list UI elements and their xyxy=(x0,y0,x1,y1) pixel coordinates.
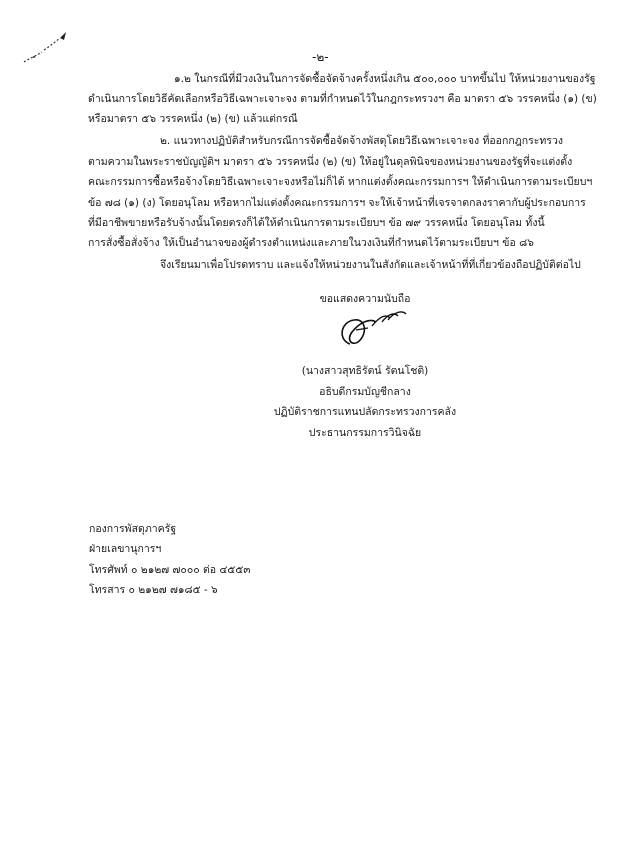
paragraph-2-line-1: ๒. แนวทางปฏิบัติสำหรับกรณีการจัดซื้อจัดจ้างพัสดุโดยวิธีเฉพาะเจาะจง ที่ออกกฎกระทรวง xyxy=(160,135,563,147)
paragraph-1-line-1: ๑.๒ ในกรณีที่มีวงเงินในการจัดซื้อจัดจ้างครั้งหนึ่งเกิน ๕๐๐,๐๐๐ บาทขึ้นไป ให้หน่วยงานของรัฐ xyxy=(174,73,596,85)
footer-division: กองการพัสดุภาครัฐ xyxy=(89,523,177,535)
footer-phone: โทรศัพท์ ๐ ๒๑๒๗ ๗๐๐๐ ต่อ ๔๕๕๓ xyxy=(89,564,251,576)
paragraph-2-line-6: การสั่งซื้อสั่งจ้าง ให้เป็นอำนาจของผู้ดำรงตำแหน่งและภายในวงเงินที่กำหนดไว้ตามระเบียบฯ ข้อ ๘๖ xyxy=(88,237,534,249)
footer-fax: โทรสาร ๐ ๒๑๒๗ ๗๑๘๕ - ๖ xyxy=(89,584,218,596)
footer-section: ฝ่ายเลขานุการฯ xyxy=(89,543,162,555)
handwritten-corner-mark xyxy=(22,28,72,70)
paragraph-2-line-3: คณะกรรมการซื้อหรือจ้างโดยวิธีเฉพาะเจาะจงหรือไม่ก็ได้ หากแต่งตั้งคณะกรรมการฯ ให้ดำเนินการตามระเบียบฯ xyxy=(88,176,593,188)
paragraph-2-line-4: ข้อ ๗๘ (๑) (ง) โดยอนุโลม หรือหากไม่แต่งตั้งคณะกรรมการฯ จะให้เจ้าหน้าที่เจรจาตกลงราคากับผู้ประกอบการ xyxy=(88,197,586,209)
signatory-title-2: ปฏิบัติราชการแทนปลัดกระทรวงการคลัง xyxy=(273,406,457,418)
paragraph-1-line-3: หรือมาตรา ๕๖ วรรคหนึ่ง (๒) (ข) แล้วแต่กรณี xyxy=(88,113,298,125)
paragraph-2-line-5: ที่มีอาชีพขายหรือรับจ้างนั้นโดยตรงก็ได้ให้ดำเนินการตามระเบียบฯ ข้อ ๗๙ วรรคหนึ่ง โดยอนุโลม ทั้งนี้ xyxy=(88,217,545,229)
signatory-title-1: อธิบดีกรมบัญชีกลาง xyxy=(319,386,411,398)
signatory-name: (นางสาวสุทธิรัตน์ รัตนโชติ) xyxy=(301,365,429,377)
paragraph-3-line-1: จึงเรียนมาเพื่อโปรดทราบ และแจ้งให้หน่วยงานในสังกัดและเจ้าหน้าที่ที่เกี่ยวข้องถือปฏิบัติต่อไป xyxy=(160,259,581,271)
paragraph-1-line-2: ดำเนินการโดยวิธีคัดเลือกหรือวิธีเฉพาะเจาะจง ตามที่กำหนดไว้ในกฎกระทรวงฯ คือ มาตรา ๕๖ วรรคหนึ่ง (๑) (ข) xyxy=(88,93,597,105)
page-number: -๒- xyxy=(312,50,329,64)
paragraph-2-line-2: ตามความในพระราชบัญญัติฯ มาตรา ๕๖ วรรคหนึ่ง (๒) (ข) ให้อยู่ในดุลพินิจของหน่วยงานของรัฐที่จะแต่งตั้ง xyxy=(88,156,573,168)
signatory-title-3: ประธานกรรมการวินิจฉัย xyxy=(308,427,422,439)
closing-salutation: ขอแสดงความนับถือ xyxy=(319,293,411,305)
signature xyxy=(332,300,412,356)
